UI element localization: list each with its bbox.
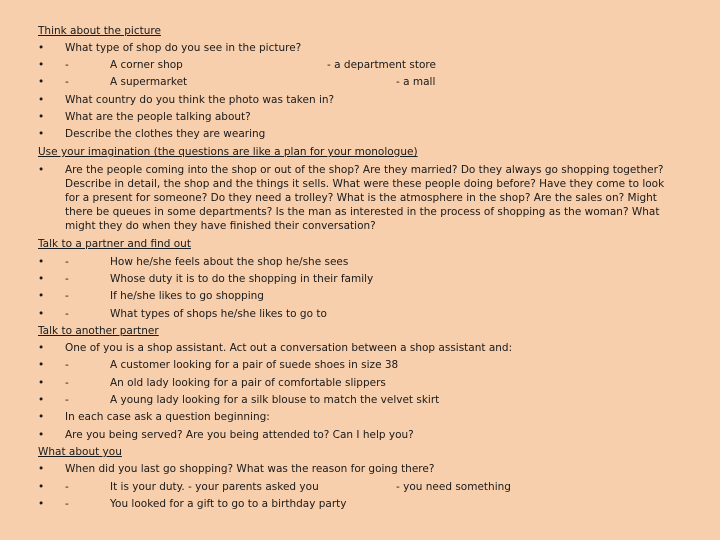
section-heading-imagination: Use your imagination (the questions are like a plan for your monologue) — [38, 146, 418, 158]
bullet: • — [38, 42, 45, 54]
section-heading-about-you: What about you — [38, 446, 122, 458]
section-heading-picture: Think about the picture — [38, 25, 161, 37]
imagination-paragraph: Are the people coming into the shop or out of the shop? Are they married? Do they always go shopping together? Describe in detail, the shop and the things it sells. What were these people doing before? Have they come to look for a present for someone? Do they need a trolley? What is the atmosphere in the shop? Are the sales on? Might there be queues in some departments? Is the man as interested in the process of shopping as the woman? What might they do when they have finished their conversation? — [65, 164, 665, 232]
section-heading-partner: Talk to a partner and find out — [38, 238, 191, 250]
document-page: Think about the picture • What type of shop do you see in the picture? • - A corner shop - a department store • - A supermarket - a mall • What country do you think the photo was taken in? • What are the people talking about? • Describe the clothes they are wearing Use your imagination (the questions are like a plan for your monologue) • Are the people coming into the shop or out of the shop? Are they married? Do they always go shopping together? Describe in detail, the shop and the things it sells. What were these people doing before? Have they come to look for a present for someone? Do they need a trolley? What is the atmosphere in the shop? Are the sales on? Might there be queues in some departments? Is the man as interested in the process of shopping as the woman? What might they do when they have finished their conversation? Talk to a partner and find out • - How he/she feels about the shop he/she sees • - Whose duty it is to do the shopping in their family • - If he/she likes to go shopping • - What types of shops he/she likes to go to Talk to another partner • One of you is a shop assistant. Act out a conversation between a shop assistant and: • - A customer looking for a pair of suede shoes in size 38 • - An old lady looking for a pair of comfortable slippers • - A young lady looking for a silk blouse to match the velvet skirt • In each case ask a question beginning: • Are you being served? Are you being attended to? Can I help you? What about you • When did you last go shopping? What was the reason for going there? • - It is your duty. - your parents asked you - you need something • - You looked for a gift to go to a birthday party — [0, 0, 720, 540]
section-heading-another-partner: Talk to another partner — [38, 325, 159, 337]
